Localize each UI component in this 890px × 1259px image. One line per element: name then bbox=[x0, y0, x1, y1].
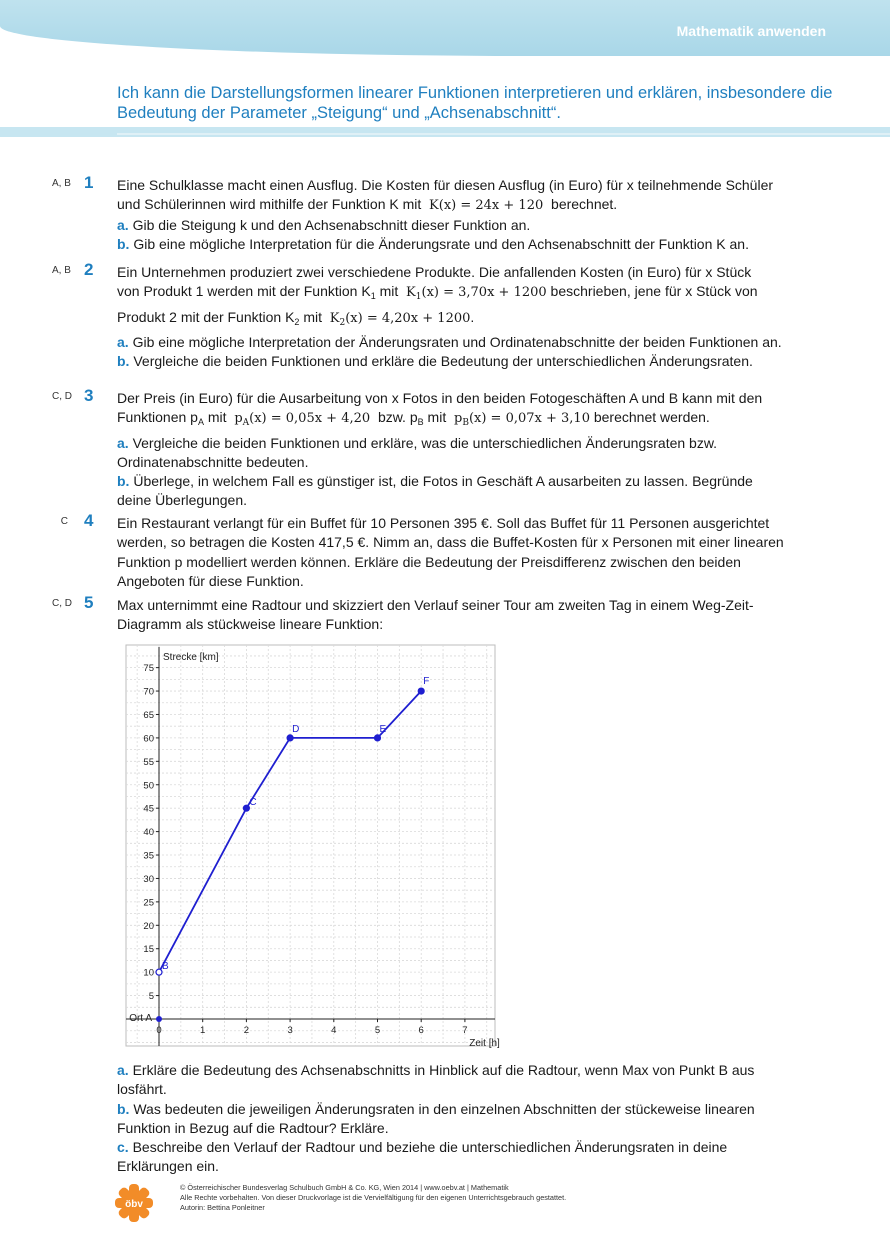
x-tick-label: 5 bbox=[374, 1025, 381, 1036]
point-label-f: F bbox=[423, 676, 430, 688]
task-body bbox=[117, 596, 787, 635]
task-part-b: b. Vergleiche die beiden Funktionen und erkläre die Bedeutung der unterschiedlichen Änderungsraten. bbox=[117, 353, 753, 370]
footer-rights: Alle Rechte vorbehalten. Von dieser Druckvorlage ist die Vervielfältigung für den eigenen Unterrichtsgebrauch gestattet. bbox=[180, 1193, 567, 1202]
y-tick-label: 65 bbox=[143, 709, 154, 721]
learning-goal: Ich kann die Darstellungsformen linearer Funktionen interpretieren und erklären, insbesondere die Bedeutung der Parameter „Steigung“ und „Achsenabschnitt“. bbox=[117, 84, 833, 122]
distance-time-chart bbox=[115, 638, 505, 1056]
task-tag: A, B bbox=[52, 265, 71, 276]
task-body bbox=[117, 176, 787, 254]
header-banner bbox=[0, 0, 890, 56]
point-label-b: B bbox=[162, 961, 169, 973]
task-text-line: Funktionen $p_A$ mit $p_A(x) = 0,05x + 4,20$ bzw. $p_B$ mit $p_B(x) = 0,07x + 3,10$ berechnet werden. bbox=[117, 409, 710, 429]
data-point-f bbox=[418, 688, 424, 694]
data-point-e bbox=[375, 735, 381, 741]
formula: $p_B(x) = 0,07x + 3,10$ bbox=[454, 411, 590, 429]
origin-label: Ort A bbox=[129, 1013, 152, 1024]
task-text: Ein Restaurant verlangt für ein Buffet für 10 Personen 395 €. Soll das Buffet für 11 Personen ausgerichtet werden, so betragen die Kosten 417,5 €. Nimm an, dass die Buffet-Kosten für x Personen mit einer linearen Funktion p modelliert werden können. Erkläre die Bedeutung der Preisdifferenz zwischen den beiden Angeboten für diese Funktion. bbox=[117, 515, 784, 589]
footer bbox=[180, 1183, 566, 1213]
formula: K(x) = 24x + 120 bbox=[429, 198, 544, 214]
y-tick-label: 10 bbox=[143, 967, 154, 979]
formula: $p_A(x) = 0,05x + 4,20$ bbox=[234, 411, 371, 429]
task-part-c: c. Beschreibe den Verlauf der Radtour und beziehe die unterschiedlichen Änderungsraten in deine Erklärungen ein. bbox=[117, 1139, 728, 1175]
task-part-a: a. Vergleiche die beiden Funktionen und erkläre, was die unterschiedlichen Änderungsraten bzw. Ordinatenabschnitte bedeuten. bbox=[117, 434, 718, 470]
formula: $K_2(x) = 4,20x + 1200$ bbox=[329, 310, 471, 328]
y-tick-label: 75 bbox=[143, 663, 154, 675]
x-tick-label: 0 bbox=[156, 1025, 162, 1036]
formula: $K_1(x) = 3,70x + 1200$ bbox=[406, 285, 547, 303]
data-point-d bbox=[287, 735, 293, 741]
task-text-line: Eine Schulklasse macht einen Ausflug. Die Kosten für diesen Ausflug (in Euro) für x teilnehmende Schüler bbox=[117, 177, 774, 193]
task-number: 5 bbox=[84, 593, 94, 612]
task-part-b: b. Überlege, in welchem Fall es günstiger ist, die Fotos in Geschäft A ausarbeiten zu lassen. Begründe deine Überlegungen. bbox=[117, 473, 753, 509]
task-text-line: Produkt 2 mit der Funktion $K_2$ mit $K_2(x) = 4,20x + 1200$. bbox=[117, 308, 475, 328]
logo-text: öbv bbox=[125, 1199, 143, 1210]
task-part-b: b. Was bedeuten die jeweiligen Änderungsraten in den einzelnen Abschnitten der stückeweise linearen Funktion in Bezug auf die Radtour? Erkläre. bbox=[117, 1100, 755, 1136]
task-number: 3 bbox=[84, 386, 94, 405]
plot-frame bbox=[126, 645, 495, 1046]
x-tick-label: 3 bbox=[287, 1025, 293, 1036]
x-tick-label: 4 bbox=[331, 1025, 337, 1036]
task-part-a: a. Gib eine mögliche Interpretation der Änderungsraten und Ordinatenabschnitte der beiden Funktionen an. bbox=[117, 333, 782, 350]
y-tick-label: 50 bbox=[143, 780, 154, 792]
y-tick-label: 5 bbox=[148, 991, 154, 1003]
chart-svg bbox=[115, 638, 505, 1056]
oebv-logo bbox=[114, 1183, 154, 1223]
task-part-a: a. Erkläre die Bedeutung des Achsenabschnitts in Hinblick auf die Radtour, wenn Max von Punkt B aus losfährt. bbox=[117, 1062, 755, 1098]
y-tick-label: 20 bbox=[143, 920, 154, 932]
task-body bbox=[117, 263, 787, 371]
y-tick-label: 30 bbox=[143, 873, 154, 885]
y-axis-label: Strecke [km] bbox=[163, 652, 219, 663]
x-tick-label: 1 bbox=[200, 1025, 206, 1036]
task-part-b: b. Gib eine mögliche Interpretation für die Änderungsrate und den Achsenabschnitt der Funktion K an. bbox=[117, 235, 749, 252]
y-tick-label: 55 bbox=[143, 756, 154, 768]
task-text-line: Der Preis (in Euro) für die Ausarbeitung von x Fotos in den beiden Fotogeschäften A und B kann mit den bbox=[117, 390, 763, 406]
x-tick-label: 7 bbox=[462, 1025, 468, 1036]
task-text: Max unternimmt eine Radtour und skizziert den Verlauf seiner Tour am zweiten Tag in einem Weg-Zeit-Diagramm als stückweise lineare Funktion: bbox=[117, 597, 754, 633]
footer-copyright: © Österreichischer Bundesverlag Schulbuch GmbH & Co. KG, Wien 2014 | www.oebv.at | Mathematik bbox=[180, 1183, 509, 1192]
y-tick-label: 25 bbox=[143, 897, 154, 909]
y-tick-label: 70 bbox=[143, 686, 154, 698]
y-tick-label: 40 bbox=[143, 827, 154, 839]
x-axis-label: Zeit [h] bbox=[469, 1038, 500, 1049]
y-tick-label: 60 bbox=[143, 733, 154, 745]
task-tag: C bbox=[60, 516, 68, 527]
x-tick-label: 6 bbox=[418, 1025, 424, 1036]
header-title: Mathematik anwenden bbox=[676, 23, 826, 39]
point-label-d: D bbox=[292, 723, 300, 735]
footer-author: Autorin: Bettina Ponleitner bbox=[180, 1203, 265, 1212]
task-tag: A, B bbox=[52, 178, 71, 189]
task-number: 1 bbox=[84, 173, 94, 192]
origin-point bbox=[156, 1016, 162, 1022]
y-tick-label: 15 bbox=[143, 944, 154, 956]
task-text-line: von Produkt 1 werden mit der Funktion $K_1$ mit $K_1(x) = 3,70x + 1200$ beschrieben, jene für x Stück von bbox=[117, 283, 758, 303]
x-tick-label: 2 bbox=[243, 1025, 250, 1036]
task-body bbox=[117, 1061, 787, 1177]
task-body bbox=[117, 389, 787, 511]
y-tick-label: 35 bbox=[143, 850, 154, 862]
task-body bbox=[117, 514, 787, 591]
task-number: 4 bbox=[84, 511, 94, 530]
task-text-line: und Schülerinnen wird mithilfe der Funktion K mit K(x) = 24x + 120 berechnet. bbox=[117, 196, 618, 214]
y-tick-label: 45 bbox=[143, 803, 154, 815]
point-label-e: E bbox=[379, 723, 387, 735]
goal-divider bbox=[0, 127, 890, 137]
task-number: 2 bbox=[84, 260, 94, 279]
task-tag: C, D bbox=[52, 391, 72, 402]
task-tag: C, D bbox=[52, 598, 72, 609]
goal-divider-inner bbox=[117, 133, 890, 135]
point-label-c: C bbox=[249, 797, 257, 809]
task-text-line: Ein Unternehmen produziert zwei verschiedene Produkte. Die anfallenden Kosten (in Euro) für x Stück bbox=[117, 264, 752, 280]
task-part-a: a. Gib die Steigung k und den Achsenabschnitt dieser Funktion an. bbox=[117, 216, 531, 233]
